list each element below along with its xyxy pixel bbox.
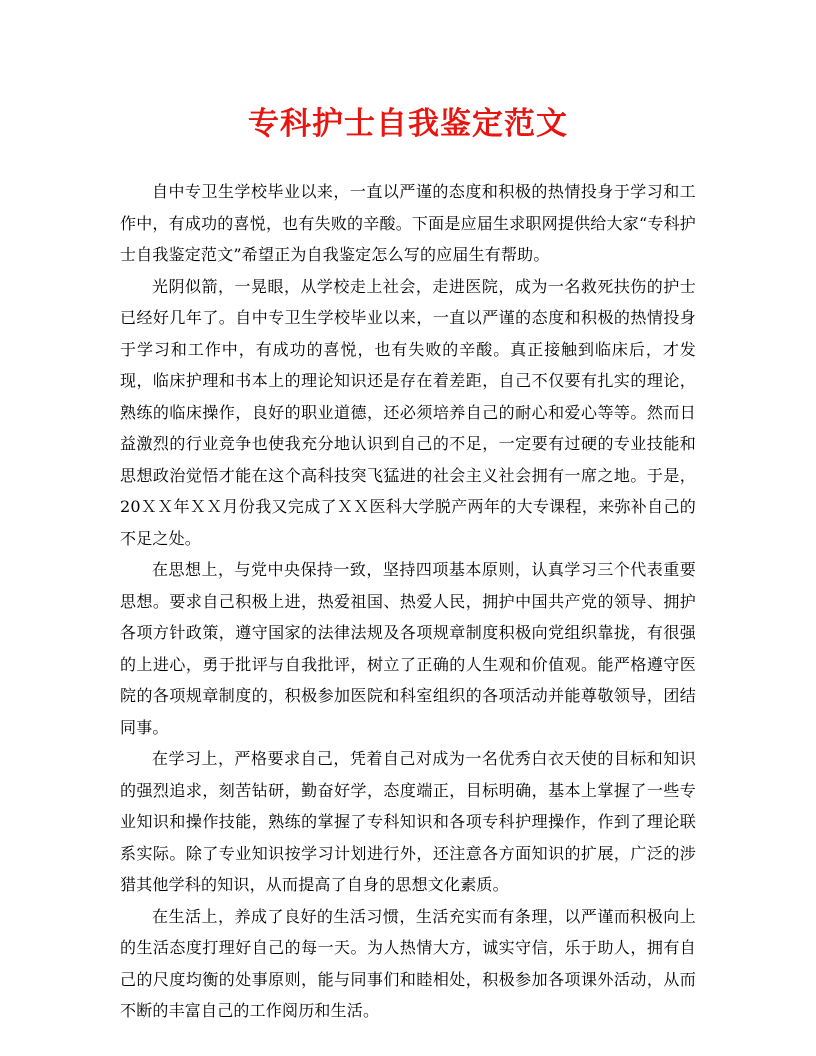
paragraph-ideology: 在思想上，与党中央保持一致，坚持四项基本原则，认真学习三个代表重要思想。要求自己积极上进，热爱祖国、热爱人民，拥护中国共产党的领导、拥护各项方针政策，遵守国家的法律法规及各项规章制度积极向党组织靠拢，有很强的上进心，勇于批评与自我批评，树立了正确的人生观和价值观。能严格遵守医院的各项规章制度的，积极参加医院和科室组织的各项活动并能尊敬领导，团结同事。 [120,560,696,737]
document-title: 专科护士自我鉴定范文 [248,106,568,142]
paragraph-intro: 自中专卫生学校毕业以来，一直以严谨的态度和积极的热情投身于学习和工作中，有成功的喜悦，也有失败的辛酸。下面是应届生求职网提供给大家“专科护士自我鉴定范文”希望正为自我鉴定怎么写的应届生有帮助。 [120,182,696,264]
paragraph-life: 在生活上，养成了良好的生活习惯，生活充实而有条理，以严谨而积极向上的生活态度打理好自己的每一天。为人热情大方，诚实守信，乐于助人，拥有自己的尺度均衡的处事原则，能与同事们和睦相处，积极参加各项课外活动，从而不断的丰富自己的工作阅历和生活。 [120,906,696,1020]
document-body [120,176,696,1027]
paragraph-career: 光阴似箭，一晃眼，从学校走上社会，走进医院，成为一名救死扶伤的护士已经好几年了。自中专卫生学校毕业以来，一直以严谨的态度和积极的热情投身于学习和工作中，有成功的喜悦，也有失败的辛酸。真正接触到临床后，才发现，临床护理和书本上的理论知识还是存在着差距，自己不仅要有扎实的理论，熟练的临床操作，良好的职业道德，还必须培养自己的耐心和爱心等等。然而日益激烈的行业竞争也使我充分地认识到自己的不足，一定要有过硬的专业技能和思想政治觉悟才能在这个高科技突飞猛进的社会主义社会拥有一席之地。于是，20ＸＸ年ＸＸ月份我又完成了ＸＸ医科大学脱产两年的大专课程，来弥补自己的不足之处。 [120,276,696,548]
paragraph-study: 在学习上，严格要求自己，凭着自己对成为一名优秀白衣天使的目标和知识的强烈追求，刻苦钻研，勤奋好学，态度端正，目标明确，基本上掌握了一些专业知识和操作技能，熟练的掌握了专科知识和各项专科护理操作，作到了理论联系实际。除了专业知识按学习计划进行外，还注意各方面知识的扩展，广泛的涉猎其他学科的知识，从而提高了自身的思想文化素质。 [120,749,696,894]
